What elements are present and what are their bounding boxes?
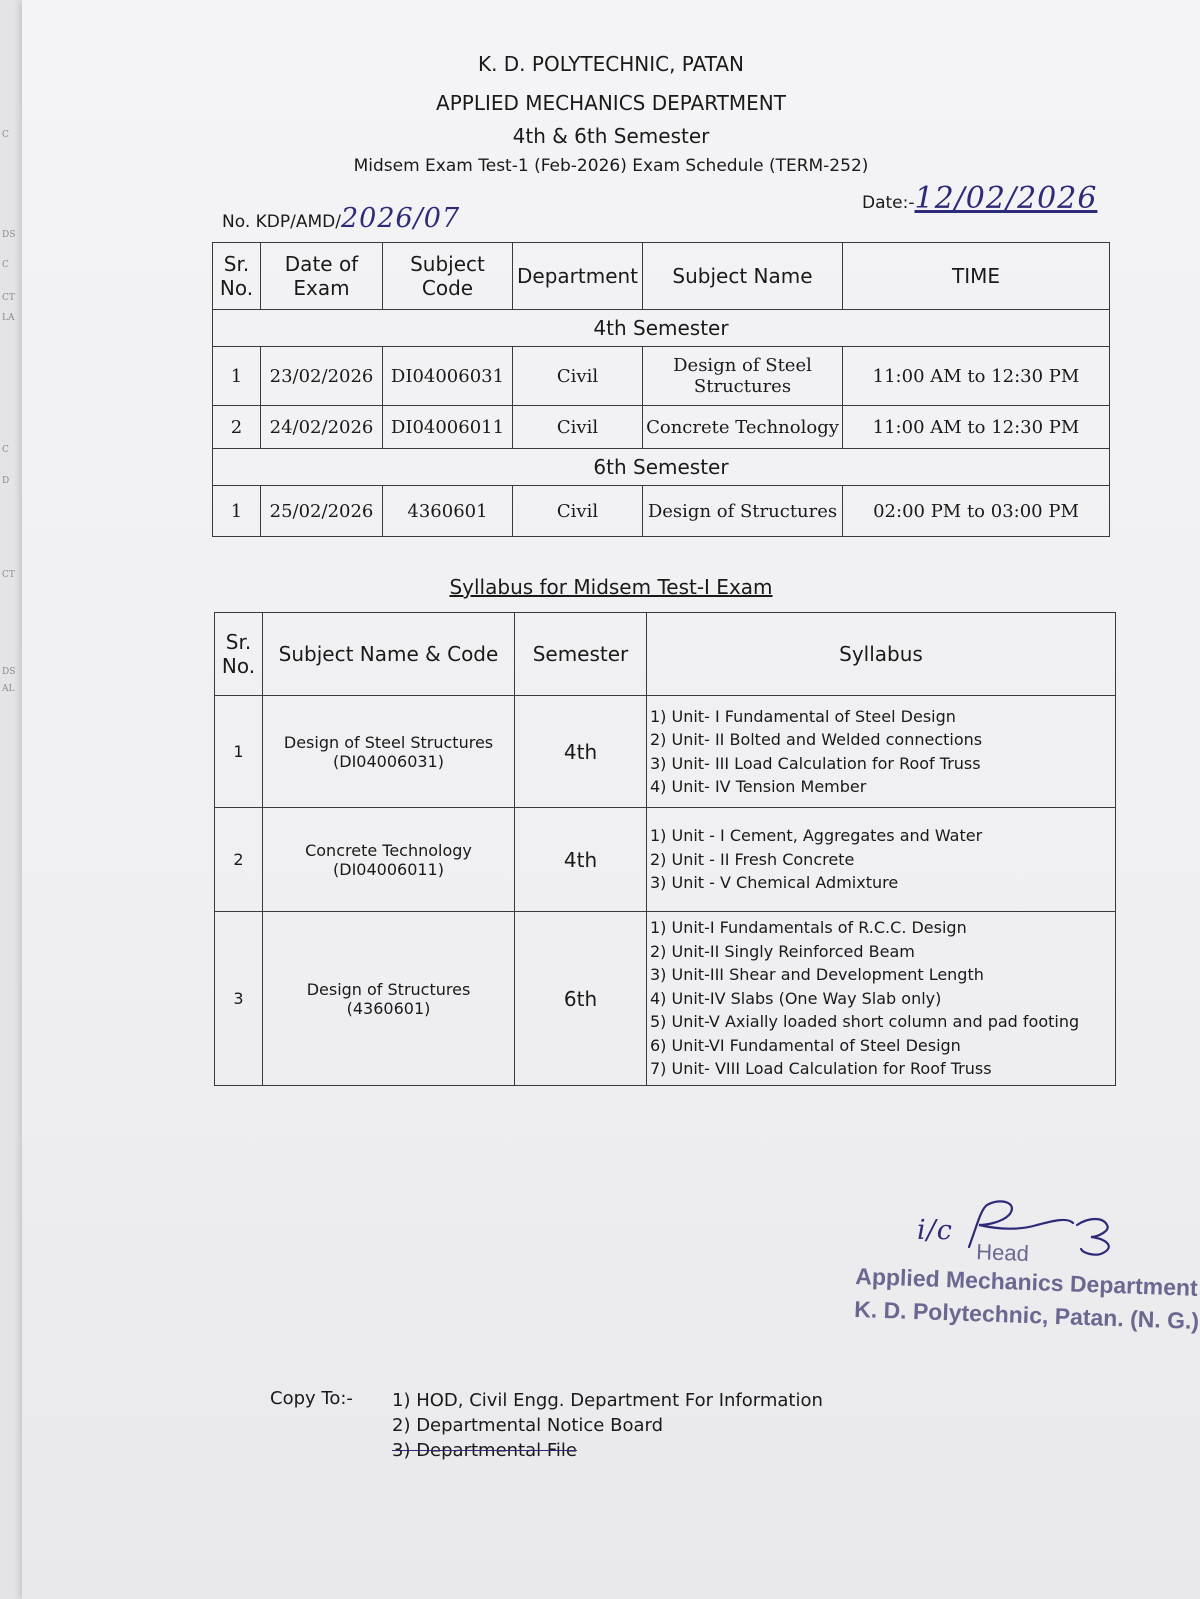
header-subject-name: Subject Name [643,243,843,310]
cell-subject: Design of Steel Structures [643,347,843,406]
cell-dept: Civil [513,347,643,406]
unit-line: 4) Unit-IV Slabs (One Way Slab only) [650,988,942,1008]
header-semester: Semester [515,613,647,696]
date-label: Date:- [862,193,915,213]
header-subject-name-code: Subject Name & Code [263,613,515,696]
edge-mark: CT [2,293,15,303]
cell-subject: Design of Structures (4360601) [263,912,515,1086]
edge-mark: D [2,476,10,486]
cell-date: 25/02/2026 [261,486,383,537]
cell-subject: Design of Steel Structures (DI04006031) [263,696,515,808]
semester-row [213,449,1110,486]
stamp-department: Applied Mechanics Department [854,1262,1199,1301]
unit-line: 1) Unit- I Fundamental of Steel Design [650,706,956,726]
semester-label: 4th Semester [213,310,1110,347]
cell-date: 24/02/2026 [261,406,383,449]
edge-mark: DS [2,230,16,240]
adjacent-page-edge [0,0,23,1599]
cell-subject: Concrete Technology [643,406,843,449]
unit-line: 2) Unit- II Bolted and Welded connections [650,730,983,749]
edge-mark: C [2,260,9,270]
table-row [213,406,1110,449]
cell-time: 02:00 PM to 03:00 PM [843,486,1110,537]
header-subject-code: Subject Code [383,243,513,310]
cell-sr: 3 [215,912,263,1086]
document-date [862,181,1097,216]
unit-line: 4) Unit- IV Tension Member [650,777,867,796]
cell-semester: 4th [515,696,647,808]
document-page [22,0,1200,1599]
edge-mark: CT [2,570,15,580]
copy-to-label: Copy To:- [270,1388,353,1409]
cell-sr: 1 [213,347,261,406]
unit-line: 6) Unit-VI Fundamental of Steel Design [650,1035,961,1055]
unit-line: 2) Unit - II Fresh Concrete [650,849,855,869]
edge-mark: LA [2,313,15,323]
institute-name: K. D. POLYTECHNIC, PATAN [477,52,745,76]
cell-code: DI04006011 [383,406,513,449]
stamp-institute: K. D. Polytechnic, Patan. (N. G.) [853,1295,1200,1334]
syllabus-header-row [215,613,1116,696]
cell-units [647,912,1116,1086]
reference-prefix: No. KDP/AMD/ [222,212,341,232]
reference-number [222,203,460,234]
cell-units [647,696,1116,808]
table-row [215,912,1116,1086]
cell-sr: 2 [213,406,261,449]
table-row [213,486,1110,537]
table-row [215,808,1116,912]
cell-code: DI04006031 [383,347,513,406]
exam-schedule-table [212,242,1110,537]
edge-mark: C [2,130,9,140]
copy-to-list [392,1388,823,1463]
cell-subject: Concrete Technology (DI04006011) [263,808,515,912]
header-department: Department [513,243,643,310]
unit-line: 7) Unit- VIII Load Calculation for Roof Truss [650,1059,992,1079]
unit-line: 2) Unit-II Singly Reinforced Beam [650,941,915,961]
cell-semester: 4th [515,808,647,912]
unit-line: 3) Unit- III Load Calculation for Roof Truss [650,753,981,773]
reference-handwritten: 2026/07 [340,203,461,234]
cell-dept: Civil [513,486,643,537]
header-sr-no: Sr. No. [213,243,261,310]
header-sr-no: Sr. No. [215,613,263,696]
cell-sr: 2 [215,808,263,912]
syllabus-title: Syllabus for Midsem Test-I Exam [449,575,773,599]
stamp-head: Head [975,1239,1030,1267]
cell-units [647,808,1116,912]
edge-mark: DS [2,667,16,677]
semester-title: 4th & 6th Semester [512,124,710,148]
cell-sr: 1 [215,696,263,808]
semester-row [213,310,1110,347]
header-syllabus: Syllabus [647,613,1116,696]
list-item: 3) Departmental File [392,1440,577,1461]
header-date-of-exam: Date of Exam [261,243,383,310]
date-handwritten: 12/02/2026 [914,181,1098,216]
cell-sr: 1 [213,486,261,537]
cell-time: 11:00 AM to 12:30 PM [843,347,1110,406]
syllabus-table [214,612,1116,1086]
list-item: 2) Departmental Notice Board [392,1415,664,1436]
unit-line: 1) Unit - I Cement, Aggregates and Water [650,826,983,846]
unit-line: 5) Unit-V Axially loaded short column and pad footing [650,1012,1080,1032]
unit-line: 3) Unit-III Shear and Development Length [650,965,984,985]
cell-code: 4360601 [383,486,513,537]
table-row [215,696,1116,808]
table-row [213,347,1110,406]
department-name: APPLIED MECHANICS DEPARTMENT [436,91,786,115]
edge-mark: AL [2,684,15,694]
cell-date: 23/02/2026 [261,347,383,406]
ic-handwritten: i/c [917,1215,953,1246]
cell-dept: Civil [513,406,643,449]
unit-line: 3) Unit - V Chemical Admixture [650,873,899,893]
unit-line: 1) Unit-I Fundamentals of R.C.C. Design [650,918,967,938]
schedule-header-row [213,243,1110,310]
schedule-title: Midsem Exam Test-1 (Feb-2026) Exam Schedule (TERM-252) [353,156,869,176]
cell-time: 11:00 AM to 12:30 PM [843,406,1110,449]
signature-scribble [957,1195,1147,1265]
cell-semester: 6th [515,912,647,1086]
semester-label: 6th Semester [213,449,1110,486]
cell-subject: Design of Structures [643,486,843,537]
edge-mark: C [2,445,9,455]
list-item: 1) HOD, Civil Engg. Department For Information [392,1390,823,1411]
signature-block [857,1195,1177,1335]
header-time: TIME [843,243,1110,310]
